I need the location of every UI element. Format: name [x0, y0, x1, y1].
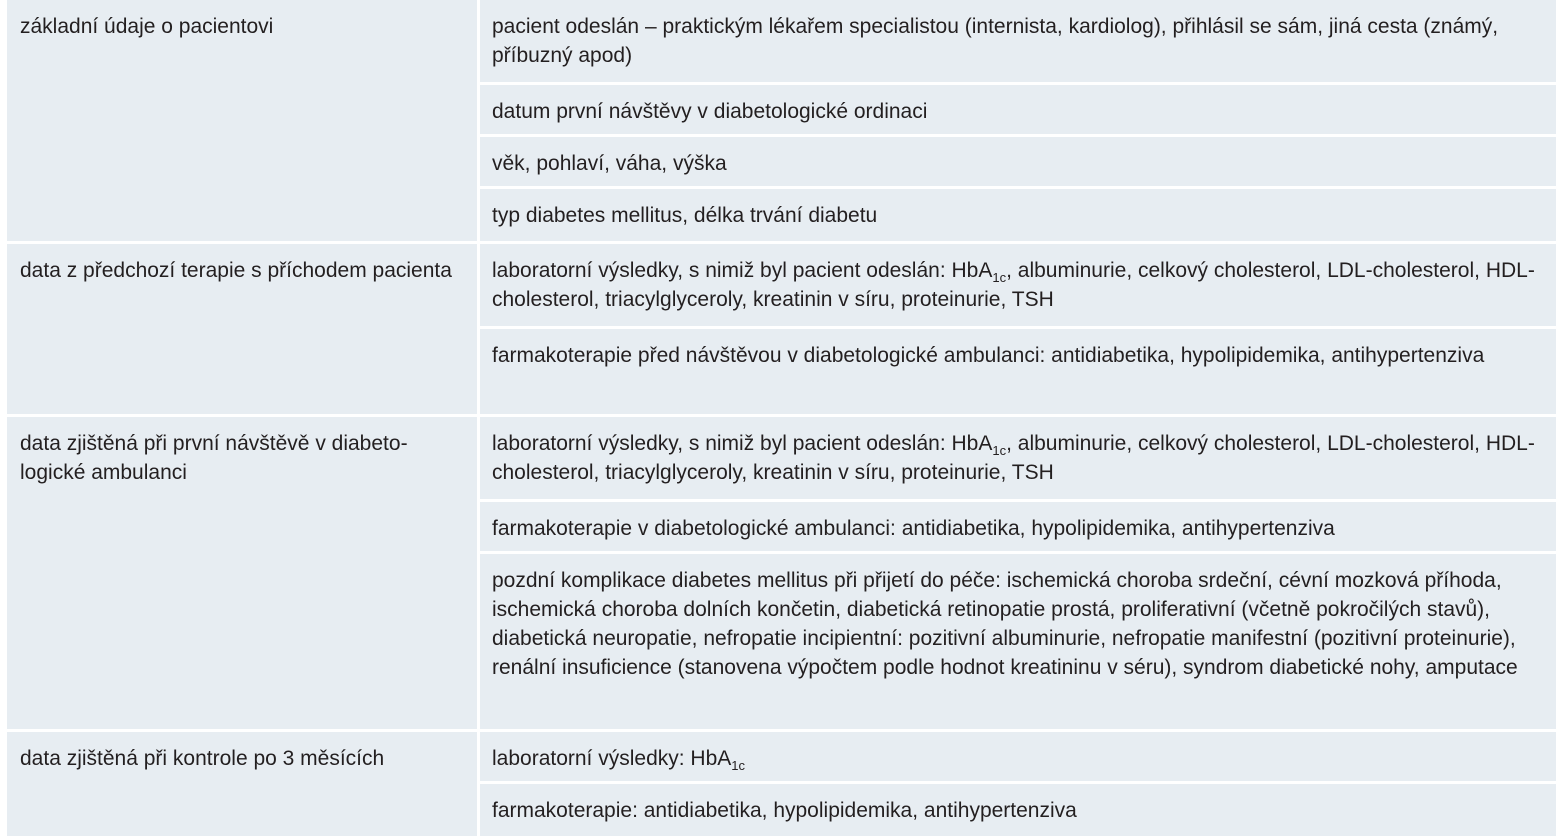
cell-text: laboratorní výsledky: HbA: [492, 747, 732, 770]
subscript: 1c: [992, 270, 1007, 285]
row-cells: [480, 244, 1556, 414]
subscript: 1c: [731, 758, 746, 773]
cell-text: , albuminurie, celkový cholesterol, LDL-cholesterol, HDL-cholesterol, triacylglyceroly, kreatinin v síru, proteinurie, TSH: [492, 259, 1535, 311]
row-label: základní údaje o pacientovi: [7, 0, 477, 241]
row-label: data z předchozí terapie s příchodem pacienta: [7, 244, 477, 414]
table-cell: farmakoterapie: antidiabetika, hypolipidemika, antihypertenziva: [480, 784, 1556, 836]
table-cell: [480, 244, 1556, 329]
row-cells: [480, 732, 1556, 836]
table-row: [7, 244, 1556, 417]
row-label: data zjištěná při kontrole po 3 měsících: [7, 732, 477, 836]
table-row: [7, 417, 1556, 732]
table-cell: pozdní komplikace diabetes mellitus při přijetí do péče: ischemická choroba srdeční, cévní mozková příhoda, ischemická choroba dolních končetin, diabetická retinopatie prostá, proliferativní (včetně pokročilých stavů), diabetická neuropatie, nefropatie incipientní: pozitivní albuminurie, nefropatie manifestní (pozitivní proteinurie), renální insuficience (stanovena výpočtem podle hodnot kreatininu v séru), syndrom diabetické nohy, amputace: [480, 554, 1556, 729]
row-cells: [480, 417, 1556, 729]
cell-text: , albuminurie, celkový cholesterol, LDL-cholesterol, HDL-cholesterol, triacylglyceroly, kreatinin v síru, proteinurie, TSH: [492, 432, 1535, 484]
table-row: [7, 732, 1556, 836]
table-cell: datum první návštěvy v diabetologické ordinaci: [480, 85, 1556, 137]
table-cell: věk, pohlaví, váha, výška: [480, 137, 1556, 189]
table-cell: typ diabetes mellitus, délka trvání diabetu: [480, 189, 1556, 241]
table-cell: farmakoterapie v diabetologické ambulanci: antidiabetika, hypolipidemika, antihypertenziva: [480, 502, 1556, 554]
table-cell: pacient odeslán – praktickým lékařem specialistou (internista, kardiolog), přihlásil se sám, jiná cesta (známý, příbuzný apod): [480, 0, 1556, 85]
table-cell: farmakoterapie před návštěvou v diabetologické ambulanci: antidiabetika, hypolipidemika, antihypertenziva: [480, 329, 1556, 414]
row-cells: [480, 0, 1556, 241]
data-table: [7, 0, 1556, 836]
row-label: data zjištěná při první návštěvě v diabetologické ambulanci: [7, 417, 477, 729]
table-cell: [480, 417, 1556, 502]
cell-text: laboratorní výsledky, s nimiž byl pacient odeslán: HbA: [492, 259, 993, 282]
table-cell: [480, 732, 1556, 784]
subscript: 1c: [992, 443, 1007, 458]
cell-text: laboratorní výsledky, s nimiž byl pacient odeslán: HbA: [492, 432, 993, 455]
table-row: [7, 0, 1556, 244]
